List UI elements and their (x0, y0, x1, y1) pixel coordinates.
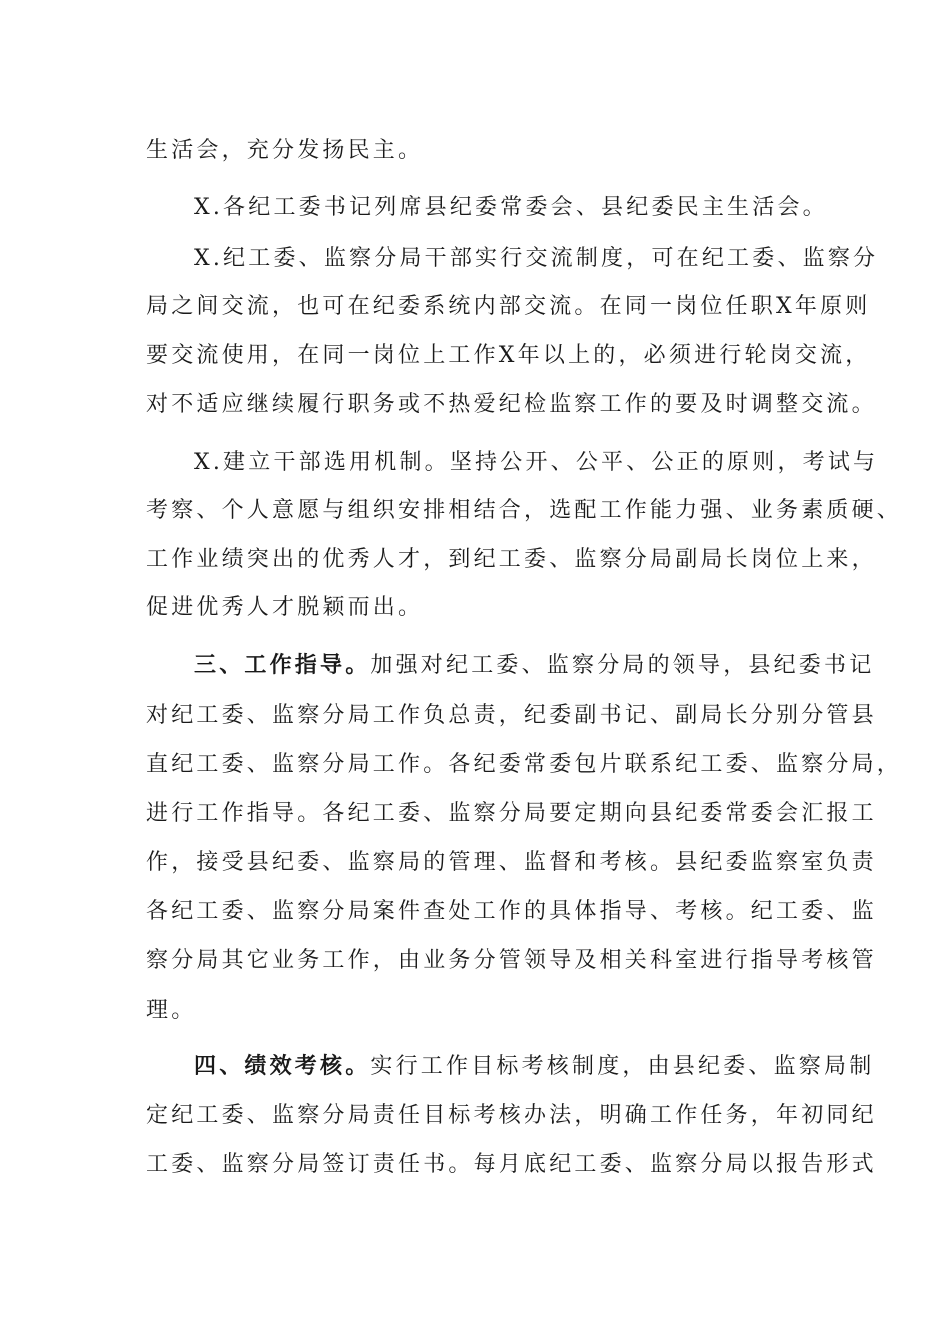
text-line: X.各纪工委书记列席县纪委常委会、县纪委民主生活会。 (194, 195, 828, 220)
section-4-heading: 四、绩效考核。 (194, 1054, 371, 1079)
text-line: 生活会，充分发扬民主。 (146, 138, 424, 163)
text-line: 察分局其它业务工作，由业务分管领导及相关科室进行指导考核管 (146, 948, 877, 973)
section-3-heading: 三、工作指导。 (194, 653, 371, 678)
section-4-text: 实行工作目标考核制度，由县纪委、监察局制 (370, 1054, 875, 1079)
text-line: X.建立干部选用机制。坚持公开、公平、公正的原则，考试与 (194, 450, 879, 475)
text-line: 工作业绩突出的优秀人才，到纪工委、监察分局副局长岗位上来， (146, 547, 877, 572)
text-line: 工委、监察分局签订责任书。每月底纪工委、监察分局以报告形式 (146, 1152, 877, 1177)
text-line: 进行工作指导。各纪工委、监察分局要定期向县纪委常委会汇报工 (146, 801, 877, 826)
section-3-paragraph-start (194, 651, 874, 681)
section-4-paragraph-start (194, 1052, 874, 1082)
text-line: 对不适应继续履行职务或不热爱纪检监察工作的要及时调整交流。 (146, 392, 877, 417)
text-line: 局之间交流，也可在纪委系统内部交流。在同一岗位任职X年原则 (146, 294, 871, 319)
text-line: 直纪工委、监察分局工作。各纪委常委包片联系纪工委、监察分局， (146, 752, 903, 777)
section-3-text: 加强对纪工委、监察分局的领导，县纪委书记 (370, 653, 875, 678)
text-line: 要交流使用，在同一岗位上工作X年以上的，必须进行轮岗交流， (146, 343, 871, 368)
text-line: 促进优秀人才脱颖而出。 (146, 595, 424, 620)
text-line: 理。 (146, 998, 197, 1023)
text-line: 对纪工委、监察分局工作负总责，纪委副书记、副局长分别分管县 (146, 703, 877, 728)
text-line: 各纪工委、监察分局案件查处工作的具体指导、考核。纪工委、监 (146, 899, 877, 924)
text-line: X.纪工委、监察分局干部实行交流制度，可在纪工委、监察分 (194, 246, 879, 271)
text-line: 定纪工委、监察分局责任目标考核办法，明确工作任务，年初同纪 (146, 1103, 877, 1128)
text-line: 作，接受县纪委、监察局的管理、监督和考核。县纪委监察室负责 (146, 850, 877, 875)
text-line: 考察、个人意愿与组织安排相结合，选配工作能力强、业务素质硬、 (146, 498, 903, 523)
